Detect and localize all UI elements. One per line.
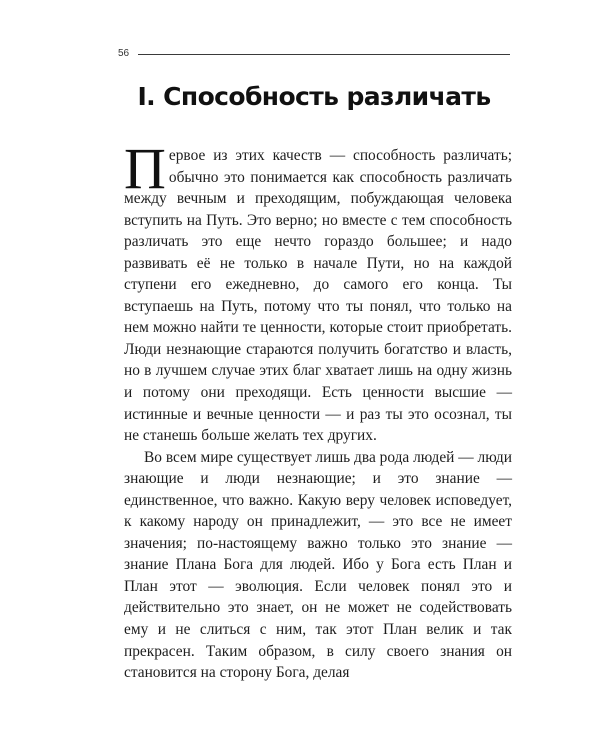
page-header — [118, 48, 510, 62]
paragraph-1 — [124, 136, 512, 447]
paragraph-2: Во всем мире существует лишь два рода людей — люди знающие и люди незнающие; и это знание — единственное, что важно. Какую веру человек исповедует, к какому народу он принадлежит, — это все не имеет значения; по-настоящему важно только это знание — знание Плана Бога для людей. Ибо у Бога есть План и План этот — эволюция. Если человек понял это и действительно это знает, он не может не содействовать ему и не слиться с ним, так этот План велик и так прекрасен. Таким образом, в силу своего знания он становится на сторону Бога, делая — [124, 448, 512, 682]
body-text — [124, 136, 512, 684]
page-number: 56 — [118, 48, 130, 59]
header-rule — [138, 54, 510, 55]
drop-cap: П — [124, 136, 166, 201]
paragraph-1-text: ервое из этих качеств — способность различать; обычно это понимается как способность различать между вечным и преходящим, побуждающая человека вступить на Путь. Это верно; но вместе с тем способность различать это еще нечто гораздо большее; и надо развивать её не только в начале Пути, но на каждой ступени его ежедневно, до самого его конца. Ты вступаешь на Путь, потому что ты понял, что только на нем можно найти те ценности, которые стоит приобретать. Люди незнающие стараются получить богатство и власть, но в лучшем случае этих благ хватает лишь на одну жизнь и потому они преходящи. Есть ценности высшие — истинные и вечные ценности — и раз ты это осознал, ты не станешь больше желать тех других. — [124, 147, 512, 445]
chapter-title: I. Способность различать — [137, 82, 491, 111]
